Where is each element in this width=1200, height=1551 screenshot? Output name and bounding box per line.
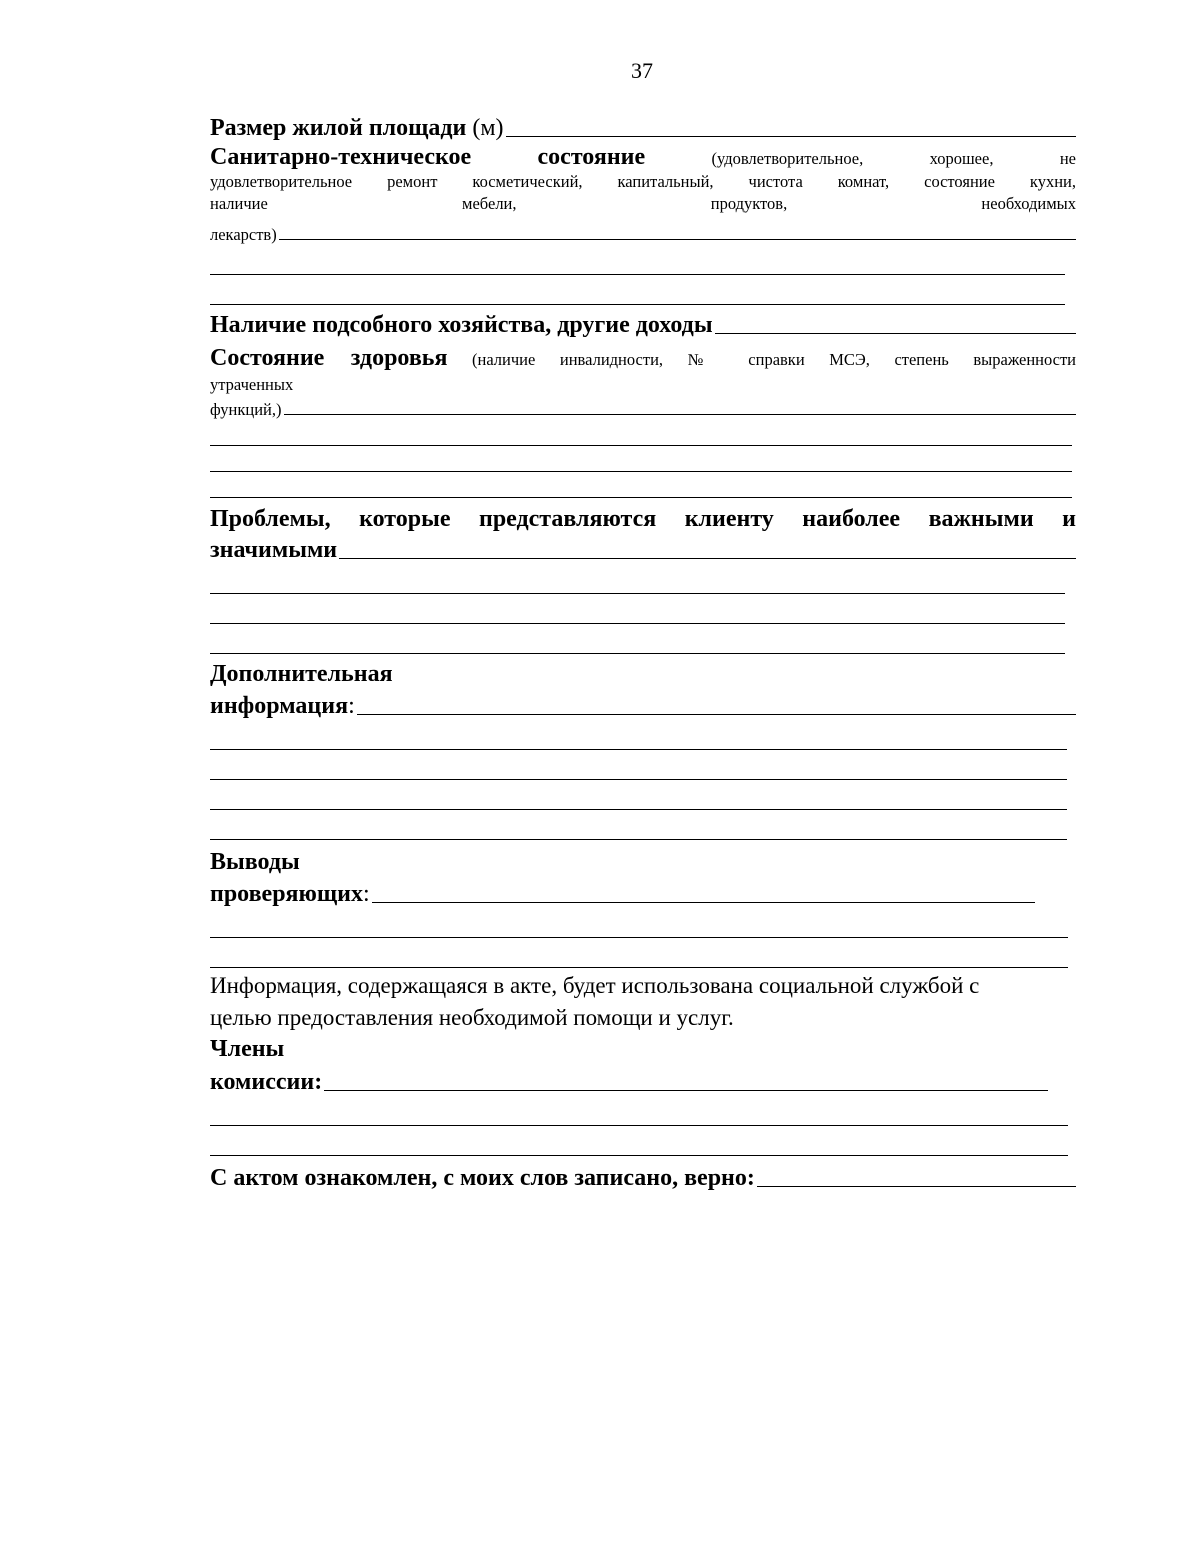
sanitary-hint-line3-word-2: мебели, [462, 194, 517, 213]
acknowledgement-label: С актом ознакомлен, с моих слов записано, верно: [210, 1165, 755, 1191]
sanitary-hint-line-3 [210, 193, 1076, 215]
notice-line-2: целью предоставления необходимой помощи и услуг. [210, 1005, 734, 1030]
conclusions-field[interactable] [372, 902, 1035, 903]
health-blank-line-2[interactable] [210, 446, 1072, 472]
conclusions-row-2 [210, 878, 1035, 908]
problems-row-2 [210, 536, 1076, 564]
commission-blank-line-1[interactable] [210, 1096, 1068, 1126]
problems-word-2: которые [359, 506, 451, 532]
commission-blank-line-2[interactable] [210, 1126, 1068, 1156]
conclusions-label-2: проверяющих [210, 881, 363, 907]
commission-field[interactable] [324, 1090, 1048, 1091]
subsidiary-farm-label: Наличие подсобного хозяйства, другие доходы [210, 312, 713, 338]
health-field[interactable] [284, 414, 1077, 415]
sanitary-row [210, 144, 1076, 171]
problems-blank-line-2[interactable] [210, 594, 1065, 624]
problems-label-2: значимыми [210, 537, 338, 563]
sanitary-field[interactable] [279, 239, 1076, 240]
acknowledgement-row [210, 1156, 1076, 1192]
conclusions-blank-line-1[interactable] [210, 908, 1068, 938]
living-area-row [210, 110, 1076, 142]
sanitary-hint-word-1: (удовлетворительное, [711, 149, 864, 168]
problems-word-5: наиболее [802, 506, 901, 532]
health-hint-line-2: утраченных [210, 375, 294, 394]
living-area-label: Размер жилой площади [210, 115, 467, 141]
sanitary-hint-word-3: не [1059, 149, 1076, 168]
sanitary-hint-line-2: удовлетворительное ремонт косметический, капитальный, чистота комнат, состояние кухни, [210, 172, 1076, 191]
problems-word-3: представляются [479, 506, 657, 532]
sanitary-blank-line-2[interactable] [210, 275, 1065, 305]
health-hint-line-3: функций,) [210, 400, 282, 419]
sanitary-row-4 [210, 215, 1076, 245]
health-blank-line-3[interactable] [210, 472, 1072, 498]
sanitary-hint-line3-word-3: продуктов, [710, 194, 788, 213]
problems-word-6: важными [928, 506, 1034, 532]
additional-blank-line-4[interactable] [210, 810, 1067, 840]
conclusions-colon: : [362, 881, 370, 907]
notice-text [210, 970, 1076, 1034]
problems-blank-line-1[interactable] [210, 564, 1065, 594]
problems-word-7: и [1062, 506, 1076, 532]
commission-label-1: Члены [210, 1036, 285, 1062]
commission-row-2 [210, 1064, 1048, 1096]
additional-label-2: информация [210, 693, 349, 719]
form-content [210, 110, 1076, 1192]
health-row [210, 345, 1076, 374]
additional-row-2 [210, 688, 1076, 720]
sanitary-label: Санитарно-техническое [210, 144, 472, 170]
sanitary-hint-word-2: хорошее, [929, 149, 994, 168]
acknowledgement-signature-field[interactable] [757, 1186, 1076, 1187]
health-blank-line-1[interactable] [210, 420, 1072, 446]
problems-word-1: Проблемы, [210, 506, 331, 532]
sanitary-hint-line-4: лекарств) [210, 225, 277, 244]
problems-word-4: клиенту [684, 506, 774, 532]
problems-row [210, 502, 1076, 536]
health-row-3 [210, 396, 1076, 420]
living-area-unit: (м) [466, 115, 504, 141]
conclusions-blank-line-2[interactable] [210, 938, 1068, 968]
additional-label-1: Дополнительная [210, 661, 393, 687]
problems-field[interactable] [339, 558, 1076, 559]
subsidiary-farm-row [210, 307, 1076, 339]
sanitary-hint-line3-word-1: наличие [210, 194, 268, 213]
subsidiary-farm-field[interactable] [715, 333, 1076, 334]
commission-label-2: комиссии: [210, 1069, 323, 1095]
health-label: Состояние здоровья [210, 345, 448, 371]
sanitary-blank-line-1[interactable] [210, 245, 1065, 275]
additional-blank-line-2[interactable] [210, 750, 1067, 780]
additional-blank-line-3[interactable] [210, 780, 1067, 810]
sanitary-hint-line3-word-4: необходимых [981, 194, 1076, 213]
additional-blank-line-1[interactable] [210, 720, 1067, 750]
page-number: 37 [631, 58, 653, 83]
living-area-field[interactable] [506, 136, 1076, 137]
conclusions-label-1: Выводы [210, 849, 300, 875]
sanitary-label-2: состояние [537, 144, 646, 170]
additional-field[interactable] [357, 714, 1076, 715]
problems-blank-line-3[interactable] [210, 624, 1065, 654]
health-hint: (наличие инвалидности, № справки МСЭ, степень выраженности [447, 350, 1077, 369]
notice-line-1: Информация, содержащаяся в акте, будет использована социальной службой с [210, 973, 980, 998]
additional-colon: : [348, 693, 355, 719]
